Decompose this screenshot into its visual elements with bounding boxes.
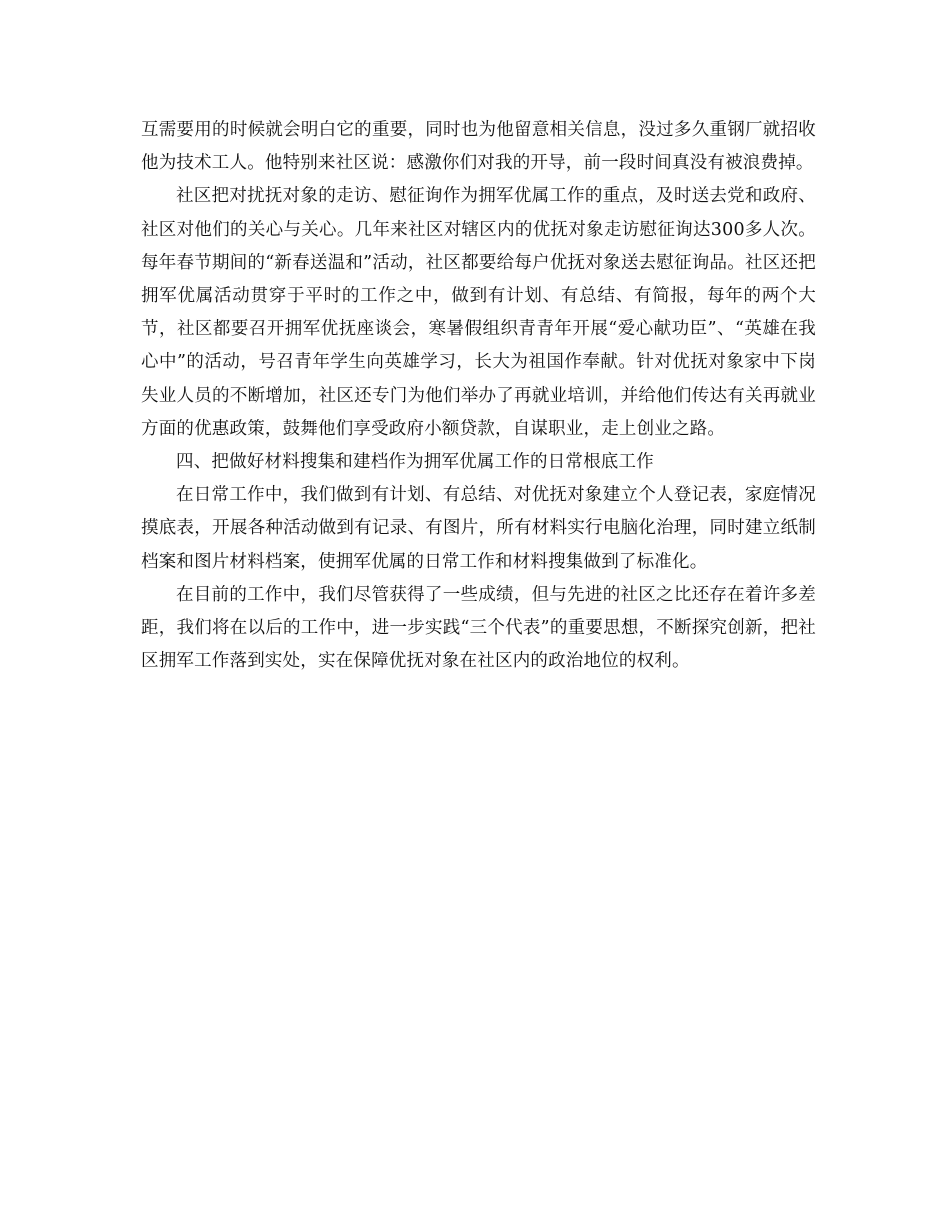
paragraph-continuation: 互需要用的时候就会明白它的重要，同时也为他留意相关信息，没过多久重钢厂就招收他为技术工人。他特别来社区说：感激你们对我的开导，前一段时间真没有被浪费掉。 bbox=[141, 120, 816, 174]
document-body bbox=[141, 114, 816, 678]
paragraph-conclusion: 在目前的工作中，我们尽管获得了一些成绩，但与先进的社区之比还存在着许多差距，我们将在以后的工作中，进一步实践“三个代表”的重要思想，不断探究创新，把社区拥军工作落到实处，实在保障优抚对象在社区内的政治地位的权利。 bbox=[141, 584, 816, 672]
paragraph-visits-and-support: 社区把对扰抚对象的走访、慰征询作为拥军优属工作的重点，及时送去党和政府、社区对他们的关心与关心。几年来社区对辖区内的优抚对象走访慰征询达300多人次。每年春节期间的“新春送温和”活动，社区都要给每户优抚对象送去慰征询品。社区还把拥军优属活动贯穿于平时的工作之中，做到有计划、有总结、有简报，每年的两个大节，社区都要召开拥军优抚座谈会，寒暑假组织青青年开展“爱心献功臣”、“英雄在我心中”的活动，号召青年学生向英雄学习，长大为祖国作奉献。针对优抚对象家中下岗失业人员的不断增加，社区还专门为他们举办了再就业培训，并给他们传达有关再就业方面的优惠政策，鼓舞他们享受政府小额贷款，自谋职业，走上创业之路。 bbox=[141, 186, 816, 439]
paragraph-record-keeping: 在日常工作中，我们做到有计划、有总结、对优抚对象建立个人登记表，家庭情况摸底表，开展各种活动做到有记录、有图片，所有材料实行电脑化治理，同时建立纸制档案和图片材料档案，使拥军优属的日常工作和材料搜集做到了标准化。 bbox=[141, 485, 816, 572]
section-heading-four: 四、把做好材料搜集和建档作为拥军优属工作的日常根底工作 bbox=[176, 452, 654, 473]
